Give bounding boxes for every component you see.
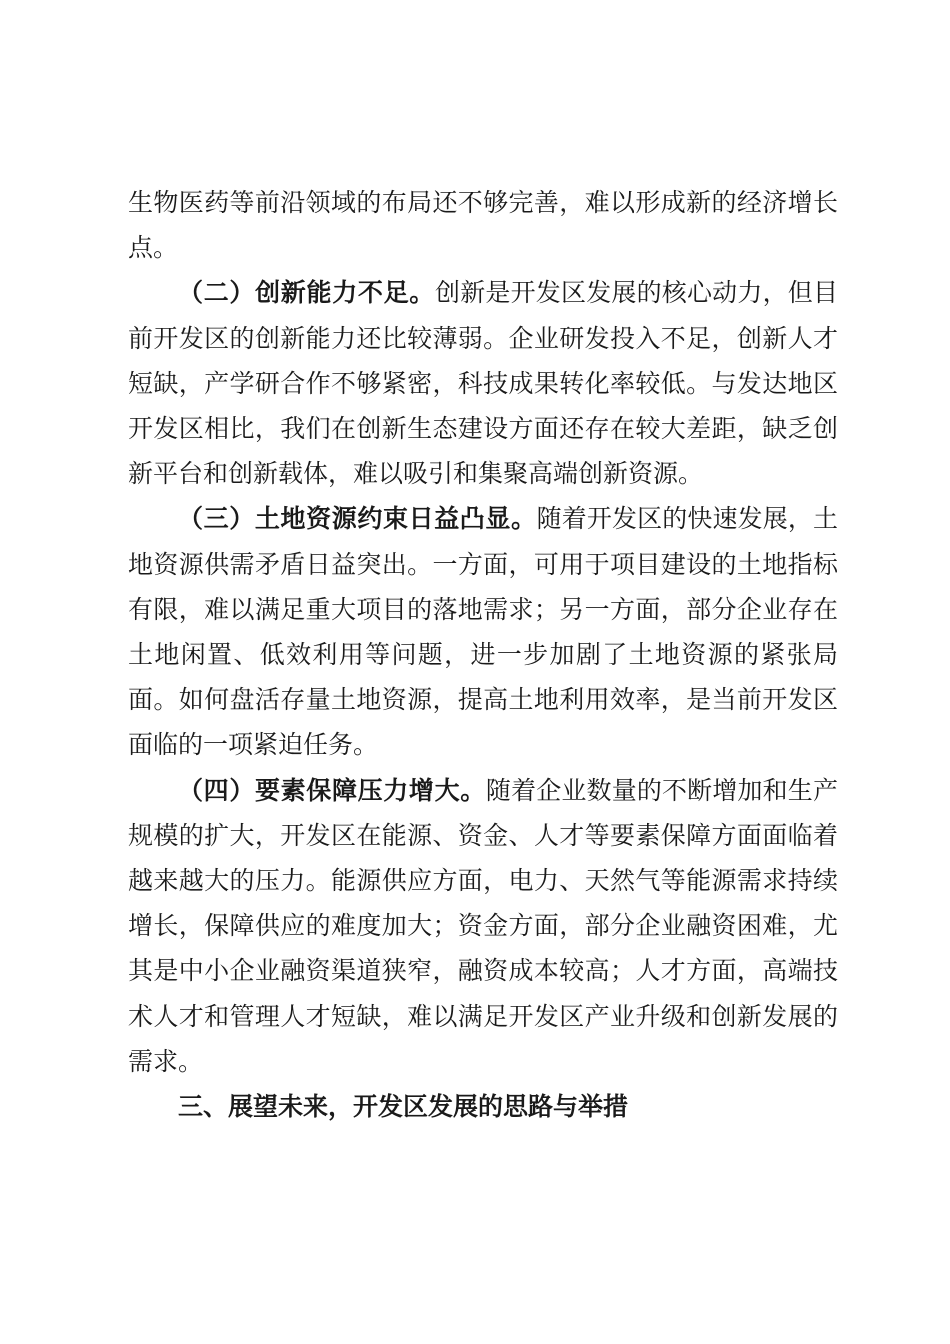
paragraph-heading: （四）要素保障压力增大。 — [178, 775, 486, 805]
paragraph-heading: （三）土地资源约束日益凸显。 — [178, 504, 537, 534]
document-body — [128, 180, 838, 1129]
paragraph-factor-support — [128, 768, 838, 1084]
paragraph-innovation — [128, 270, 838, 496]
section-heading: 三、展望未来，开发区发展的思路与举措 — [178, 1092, 629, 1122]
paragraph-land-resources — [128, 496, 838, 767]
paragraph-continuation — [128, 180, 838, 270]
paragraph-heading: （二）创新能力不足。 — [178, 278, 435, 308]
paragraph-text: 创新是开发区发展的核心动力，但目前开发区的创新能力还比较薄弱。企业研发投入不足，创新人才短缺，产学研合作不够紧密，科技成果转化率较低。与发达地区开发区相比，我们在创新生态建设方面还存在较大差距，缺乏创新平台和创新载体，难以吸引和集聚高端创新资源。 — [128, 278, 838, 489]
paragraph-text: 随着开发区的快速发展，土地资源供需矛盾日益突出。一方面，可用于项目建设的土地指标有限，难以满足重大项目的落地需求；另一方面，部分企业存在土地闲置、低效利用等问题，进一步加剧了土地资源的紧张局面。如何盘活存量土地资源，提高土地利用效率，是当前开发区面临的一项紧迫任务。 — [128, 504, 838, 760]
paragraph-text: 随着企业数量的不断增加和生产规模的扩大，开发区在能源、资金、人才等要素保障方面面临着越来越大的压力。能源供应方面，电力、天然气等能源需求持续增长，保障供应的难度加大；资金方面，部分企业融资困难，尤其是中小企业融资渠道狭窄，融资成本较高；人才方面，高端技术人才和管理人才短缺，难以满足开发区产业升级和创新发展的需求。 — [128, 775, 838, 1076]
paragraph-text: 生物医药等前沿领域的布局还不够完善，难以形成新的经济增长点。 — [128, 188, 838, 263]
